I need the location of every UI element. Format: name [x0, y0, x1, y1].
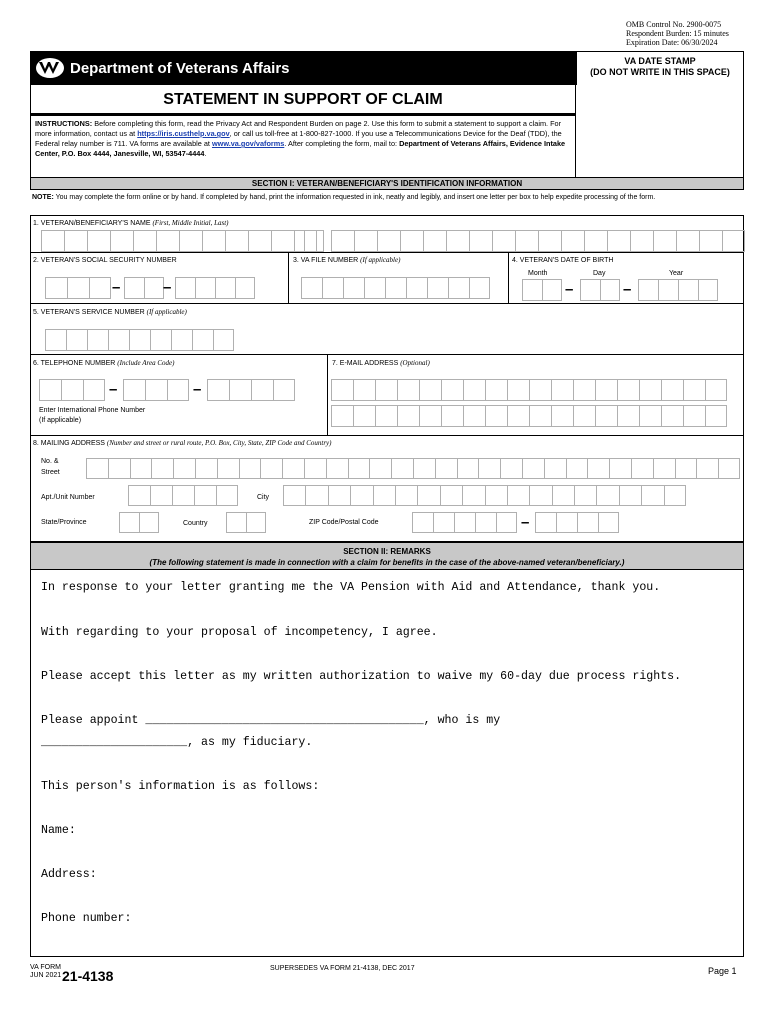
footer-form-date: JUN 2021: [30, 972, 62, 979]
state-label: State/Province: [41, 519, 87, 526]
phone-area-boxes[interactable]: [39, 379, 105, 401]
city-label: City: [257, 494, 270, 501]
stamp-border: [743, 85, 744, 178]
state-boxes[interactable]: [119, 512, 159, 533]
remark-line-5: _____________________, as my fiduciary.: [41, 736, 313, 749]
footer-page-number: Page 1: [708, 966, 737, 976]
phone-prefix-boxes[interactable]: [123, 379, 189, 401]
remark-line-4: Please appoint ________________________________________, who is my: [41, 714, 501, 727]
instructions-text-3: . After completing the form, mail to:: [284, 139, 400, 148]
remark-line-3: Please accept this letter as my written authorization to waive my 60-day due process rights.: [41, 670, 682, 683]
org-name: Department of Veterans Affairs: [70, 60, 290, 77]
omb-block: [626, 20, 729, 47]
street-label-2: Street: [41, 469, 60, 476]
dob-year-label: Year: [669, 270, 684, 277]
remark-line-8: Address:: [41, 868, 97, 881]
field-3-label: 3. VA FILE NUMBER (If applicable): [293, 256, 401, 264]
remark-line-1: In response to your letter granting me the VA Pension with Aid and Attendance, thank you.: [41, 581, 661, 594]
phone-line-boxes[interactable]: [207, 379, 295, 401]
form-title: STATEMENT IN SUPPORT OF CLAIM: [30, 85, 576, 114]
field-2-label: 2. VETERAN'S SOCIAL SECURITY NUMBER: [33, 257, 177, 264]
header-bar: [30, 51, 576, 85]
remark-line-9: Phone number:: [41, 912, 132, 925]
last-name-boxes[interactable]: [331, 230, 745, 252]
remark-line-6: This person's information is as follows:: [41, 780, 320, 793]
note-label: NOTE:: [32, 194, 54, 201]
remarks-area[interactable]: [30, 569, 744, 957]
section-2-title: SECTION II: REMARKS: [343, 547, 431, 556]
stamp-note: (DO NOT WRITE IN THIS SPACE): [590, 67, 730, 77]
footer-form-info: [30, 964, 61, 980]
field-4-label: 4. VETERAN'S DATE OF BIRTH: [512, 257, 614, 264]
dob-month-label: Month: [528, 270, 548, 277]
vaforms-link[interactable]: www.va.gov/vaforms: [211, 139, 285, 148]
instructions-text-1: Before completing this form, read the Privacy Act and Respondent Burden on page 2. Use this form to submit a statement to support a claim. For more information, contact us at: [35, 119, 562, 138]
section-1-note: [32, 193, 744, 202]
field-5-label: 5. VETERAN'S SERVICE NUMBER (If applicable): [33, 308, 187, 316]
omb-control: OMB Control No. 2900-0075: [626, 20, 722, 29]
va-file-number-boxes[interactable]: [301, 277, 490, 299]
mail-to-address: Department of Veterans Affairs, Evidence Intake Center, P.O. Box 4444, Janesville, WI, 53547-4444: [35, 139, 566, 158]
country-label: Country: [183, 520, 208, 527]
footer-form-number: 21-4138: [62, 968, 114, 984]
footer-supersedes: SUPERSEDES VA FORM 21-4138, DEC 2017: [270, 965, 415, 972]
zip-boxes[interactable]: [412, 512, 517, 533]
field-6-7-row: 6. TELEPHONE NUMBER (Include Area Code) – – Enter International Phone Number (If applicable) 7. E-MAIL ADDRESS (Optional): [30, 355, 744, 436]
first-name-boxes[interactable]: [41, 230, 317, 252]
section-2-subtitle: (The following statement is made in connection with a claim for benefits in the case of the above-named veteran/beneficiary.): [149, 558, 625, 567]
footer-form-label: VA FORM: [30, 964, 61, 971]
stamp-title: VA DATE STAMP: [624, 56, 696, 66]
omb-expiration: Expiration Date: 06/30/2024: [626, 38, 718, 47]
country-boxes[interactable]: [226, 512, 266, 533]
field-2-3-4-row: 2. VETERAN'S SOCIAL SECURITY NUMBER – – 3. VA FILE NUMBER (If applicable) 4. VETERAN'S DATE OF BIRTH Month Day Year – –: [30, 253, 744, 304]
instructions-text-4: .: [204, 149, 207, 158]
note-text: You may complete the form online or by hand. If completed by hand, print the information requested in ink, neatly and legibly, and insert one letter per box to help expedite processing of the form.: [53, 194, 656, 201]
field-1-row: [30, 215, 744, 253]
city-boxes[interactable]: [283, 485, 686, 506]
va-logo-icon: [35, 57, 65, 79]
apt-boxes[interactable]: [128, 485, 238, 506]
street-label-1: No. &: [41, 458, 59, 465]
zip-ext-boxes[interactable]: [535, 512, 619, 533]
ssn-part-1[interactable]: [45, 277, 111, 299]
intl-phone-label: Enter International Phone Number: [39, 407, 146, 414]
field-7-label: 7. E-MAIL ADDRESS (Optional): [332, 359, 430, 367]
remark-line-7: Name:: [41, 824, 76, 837]
section-1-header: SECTION I: VETERAN/BENEFICIARY'S IDENTIFICATION INFORMATION: [30, 177, 744, 190]
dob-day-boxes[interactable]: [580, 279, 620, 301]
va-date-stamp-box: [576, 51, 744, 85]
field-8-label: 8. MAILING ADDRESS (Number and street or rural route, P.O. Box, City, State, ZIP Code and Country): [33, 439, 332, 447]
dob-day-label: Day: [593, 270, 606, 277]
middle-initial-box[interactable]: [304, 230, 324, 252]
field-1-label: 1. VETERAN/BENEFICIARY'S NAME (First, Middle Initial, Last): [33, 219, 229, 227]
instructions-label: INSTRUCTIONS:: [35, 119, 93, 128]
email-boxes-line-1[interactable]: [331, 379, 727, 401]
apt-label: Apt./Unit Number: [41, 494, 95, 501]
field-5-row: [30, 304, 744, 355]
section-2-header: [30, 542, 744, 570]
instructions: [30, 114, 576, 178]
email-boxes-line-2[interactable]: [331, 405, 727, 427]
ssn-part-3[interactable]: [175, 277, 255, 299]
zip-label: ZIP Code/Postal Code: [309, 519, 379, 526]
ssn-part-2[interactable]: [124, 277, 164, 299]
dob-month-boxes[interactable]: [522, 279, 562, 301]
omb-burden: Respondent Burden: 15 minutes: [626, 29, 729, 38]
dob-year-boxes[interactable]: [638, 279, 718, 301]
intl-phone-hint: (If applicable): [39, 417, 82, 424]
field-8-row: 8. MAILING ADDRESS (Number and street or rural route, P.O. Box, City, State, ZIP Code and Country) No. & Street Apt./Unit Number City State/Province Country ZIP Code/Postal Code –: [30, 436, 744, 542]
remark-line-2: With regarding to your proposal of incompetency, I agree.: [41, 626, 438, 639]
street-boxes[interactable]: [86, 458, 740, 479]
service-number-boxes[interactable]: [45, 329, 234, 351]
field-6-label: 6. TELEPHONE NUMBER (Include Area Code): [33, 359, 175, 367]
instructions-text-2: , or call us toll-free at 1-800-827-1000. If you use a Telecommunications Device for the Deaf (TDD), the Federal relay number is 711. VA forms are available at: [35, 129, 562, 148]
iris-link[interactable]: https://iris.custhelp.va.gov: [137, 129, 230, 138]
